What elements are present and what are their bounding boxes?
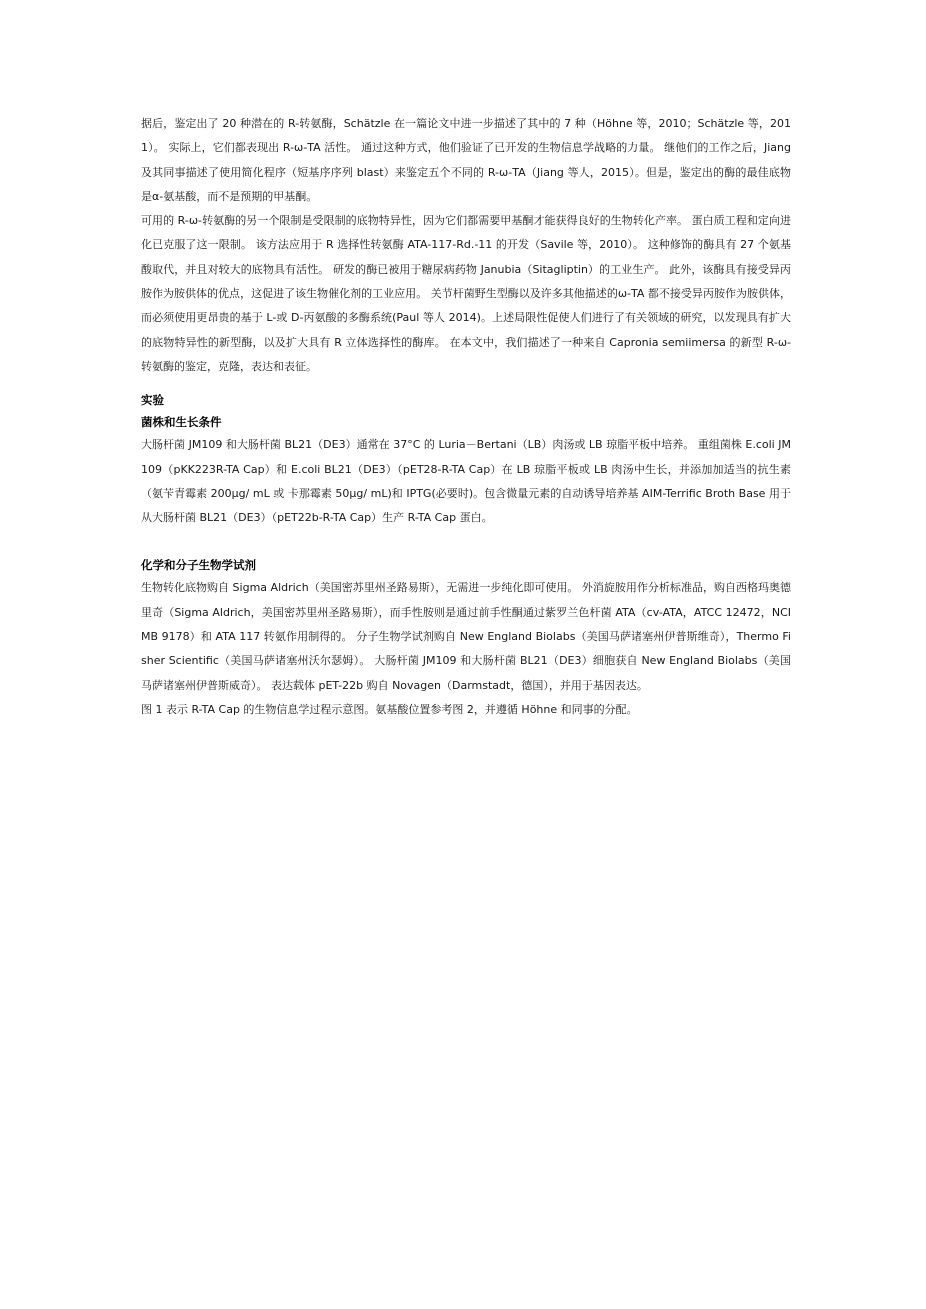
section-spacer: [141, 530, 791, 554]
intro-paragraph-1: 据后，鉴定出了 20 种潜在的 R-转氨酶，Schätzle 在一篇论文中进一步描述了其中的 7 种（Höhne 等，2010；Schätzle 等，2011）。 实际上，它们都表现出 R-ω-TA 活性。 通过这种方式，他们验证了已开发的生物信息学战略的力量。 继他们的工作之后，Jiang 及其同事描述了使用简化程序（短基序序列 blast）来鉴定五个不同的 R-ω-TA（Jiang 等人，2015）。但是，鉴定出的酶的最佳底物是α-氨基酸，而不是预期的甲基酮。: [141, 117, 791, 203]
subsection-reagents-title: 化学和分子生物学试剂: [141, 558, 256, 573]
subsection-strains-title: 菌株和生长条件: [141, 415, 222, 430]
section-experiment-title: 实验: [141, 393, 164, 408]
intro-paragraph-2: 可用的 R-ω-转氨酶的另一个限制是受限制的底物特异性，因为它们都需要甲基酮才能获得良好的生物转化产率。 蛋白质工程和定向进化已克服了这一限制。 该方法应用于 R 选择性转氨酶 ATA-117-Rd.-11 的开发（Savile 等，2010）。 这种修饰的酶具有 27 个氨基酸取代，并且对较大的底物具有活性。 研发的酶已被用于糖尿病药物 Janubia（Sitagliptin）的工业生产。 此外，该酶具有接受异丙胺作为胺供体的优点，这促进了该生物催化剂的工业应用。 关节杆菌野生型酶以及许多其他描述的ω-TA 都不接受异丙胺作为胺供体，而必须使用更昂贵的基于 L-或 D-丙氨酸的多酶系统(Paul 等人 2014)。上述局限性促使人们进行了有关领域的研究，以发现具有扩大的底物特异性的新型酶，以及扩大具有 R 立体选择性的酶库。 在本文中，我们描述了一种来自 Capronia semiimersa 的新型 R-ω-转氨酶的鉴定，克隆，表达和表征。: [141, 214, 791, 373]
document-page: [141, 112, 791, 722]
strains-paragraph: 大肠杆菌 JM109 和大肠杆菌 BL21（DE3）通常在 37°C 的 Luria－Bertani（LB）肉汤或 LB 琼脂平板中培养。 重组菌株 E.coli JM109（pKK223R-TA Cap）和 E.coli BL21（DE3）（pET28-R-TA Cap）在 LB 琼脂平板或 LB 肉汤中生长，并添加加适当的抗生素（氨苄青霉素 200μg/ mL 或 卡那霉素 50μg/ mL)和 IPTG(必要时)。包含微量元素的自动诱导培养基 AIM-Terrific Broth Base 用于从大肠杆菌 BL21（DE3）（pET22b-R-TA Cap）生产 R-TA Cap 蛋白。: [141, 438, 791, 525]
reagents-paragraph: 生物转化底物购自 Sigma Aldrich（美国密苏里州圣路易斯），无需进一步纯化即可使用。 外消旋胺用作分析标准品，购自西格玛奥德里奇（Sigma Aldrich，美国密苏里州圣路易斯），而手性胺则是通过前手性酮通过紫罗兰色杆菌 ATA（cv-ATA，ATCC 12472，NCIMB 9178）和 ATA 117 转氨作用制得的。 分子生物学试剂购自 New England Biolabs（美国马萨诸塞州伊普斯维奇），Thermo Fisher Scientific（美国马萨诸塞州沃尔瑟姆）。 大肠杆菌 JM109 和大肠杆菌 BL21（DE3）细胞获自 New England Biolabs（美国马萨诸塞州伊普斯威奇）。 表达载体 pET-22b 购自 Novagen（Darmstadt，德国），并用于基因表达。: [141, 581, 791, 692]
figure-note-paragraph: 图 1 表示 R-TA Cap 的生物信息学过程示意图。氨基酸位置参考图 2，并遵循 Höhne 和同事的分配。: [141, 702, 638, 716]
section-spacer: [141, 379, 791, 389]
